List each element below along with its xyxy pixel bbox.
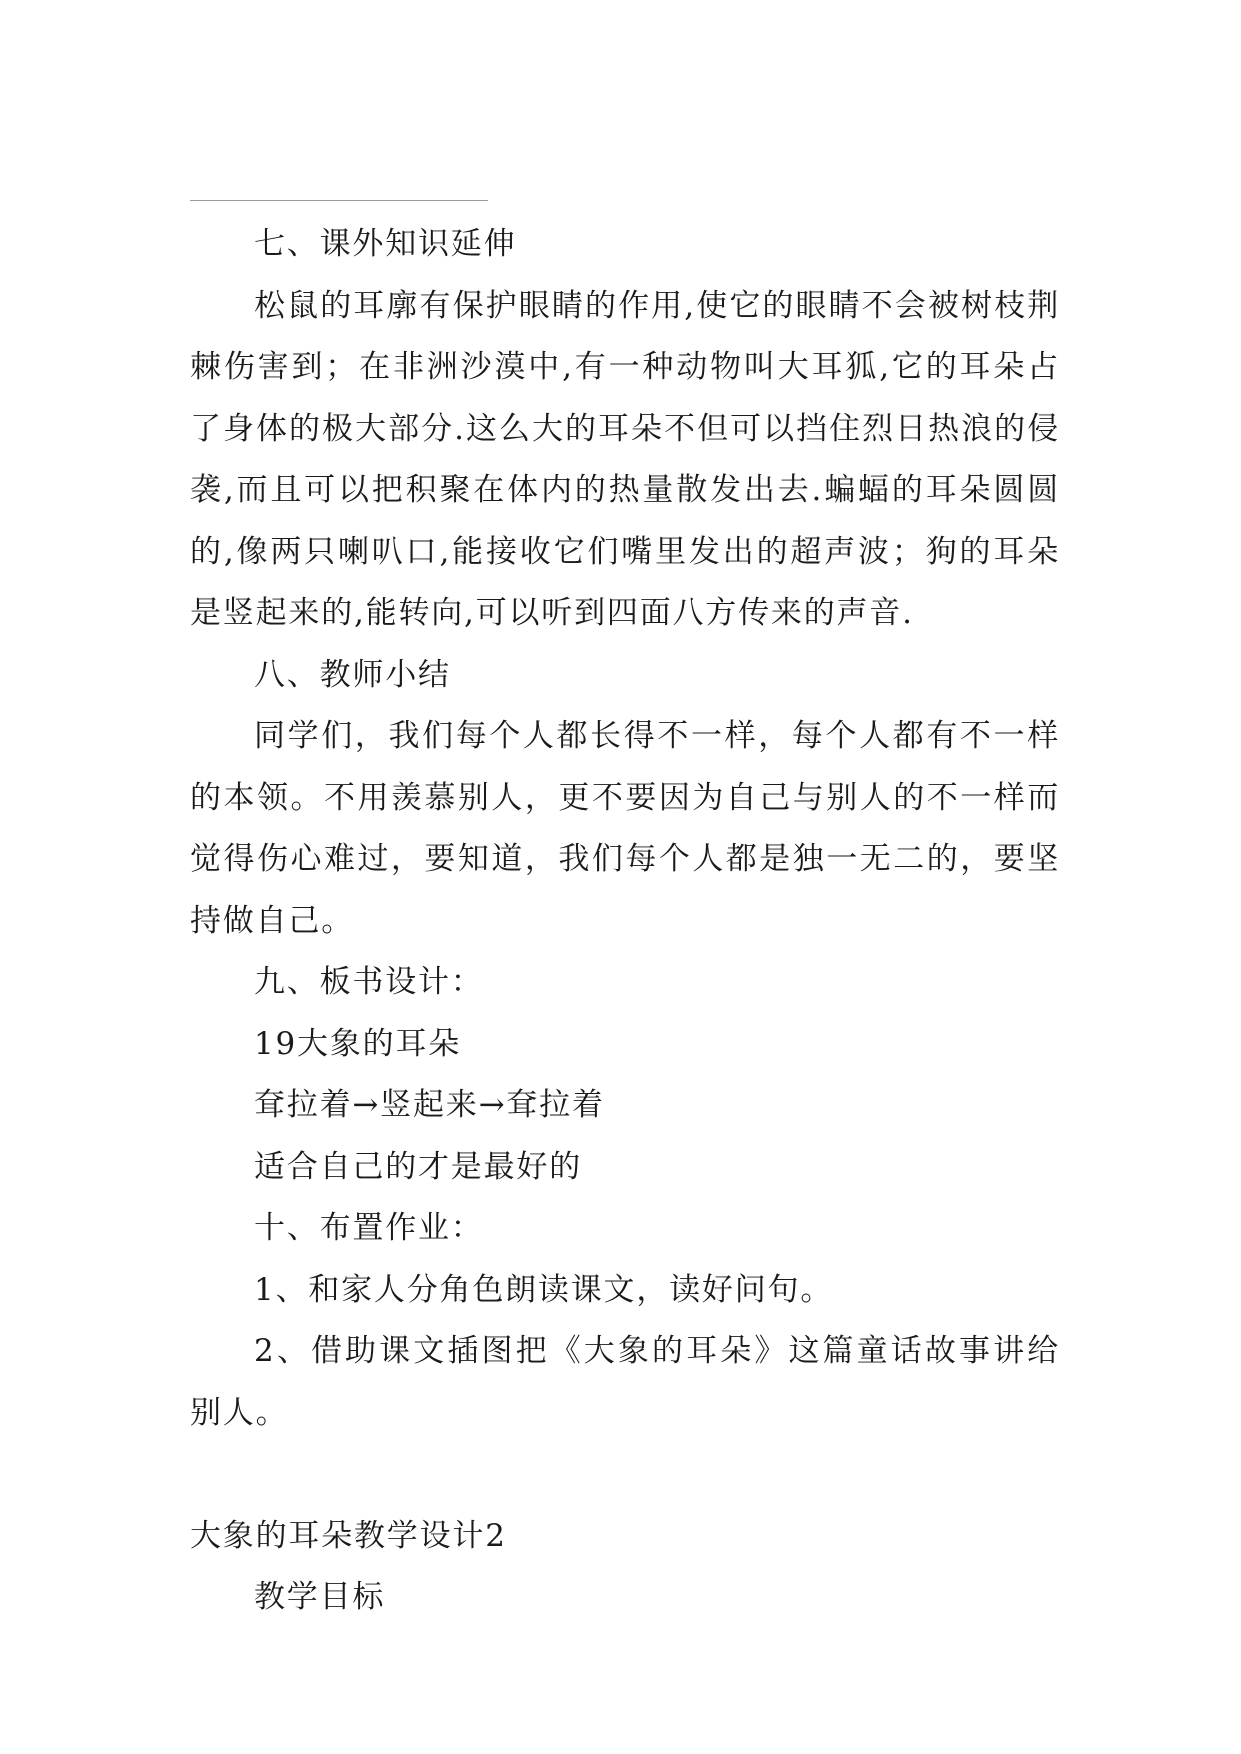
- section-9-heading: 九、板书设计：: [254, 964, 484, 1000]
- board-line-conclusion: 适合自己的才是最好的: [254, 1148, 582, 1185]
- homework-item-2: 2、借助课文插图把《大象的耳朵》这篇童话故事讲给别人。: [190, 1333, 1060, 1431]
- section-8-body: 同学们，我们每个人都长得不一样，每个人都有不一样的本领。不用羡慕别人，更不要因为自己与别人的不一样而觉得伤心难过，要知道，我们每个人都是独一无二的，要坚持做自己。: [190, 718, 1060, 939]
- section-7-body: 松鼠的耳廓有保护眼睛的作用,使它的眼睛不会被树枝荆棘伤害到；在非洲沙漠中,有一种动物叫大耳狐,它的耳朵占了身体的极大部分.这么大的耳朵不但可以挡住烈日热浪的侵袭,而且可以把积聚在体内的热量散发出去.蝙蝠的耳朵圆圆的,像两只喇叭口,能接收它们嘴里发出的超声波；狗的耳朵是竖起来的,能转向,可以听到四面八方传来的声音.: [190, 287, 1060, 631]
- section-spacer: [190, 1444, 1060, 1506]
- top-divider: [190, 200, 488, 201]
- section-7-heading: 七、课外知识延伸: [254, 226, 517, 262]
- section-10-heading: 十、布置作业：: [254, 1210, 484, 1246]
- design-2-title: 大象的耳朵教学设计2: [190, 1517, 507, 1554]
- document-body: [190, 214, 1060, 1629]
- design-2-subheading: 教学目标: [254, 1579, 386, 1615]
- board-line-title: 19大象的耳朵: [254, 1025, 462, 1062]
- section-8-heading: 八、教师小结: [254, 656, 451, 693]
- board-line-flow: 耷拉着→竖起来→耷拉着: [254, 1087, 605, 1123]
- homework-item-1: 1、和家人分角色朗读课文，读好问句。: [254, 1271, 834, 1308]
